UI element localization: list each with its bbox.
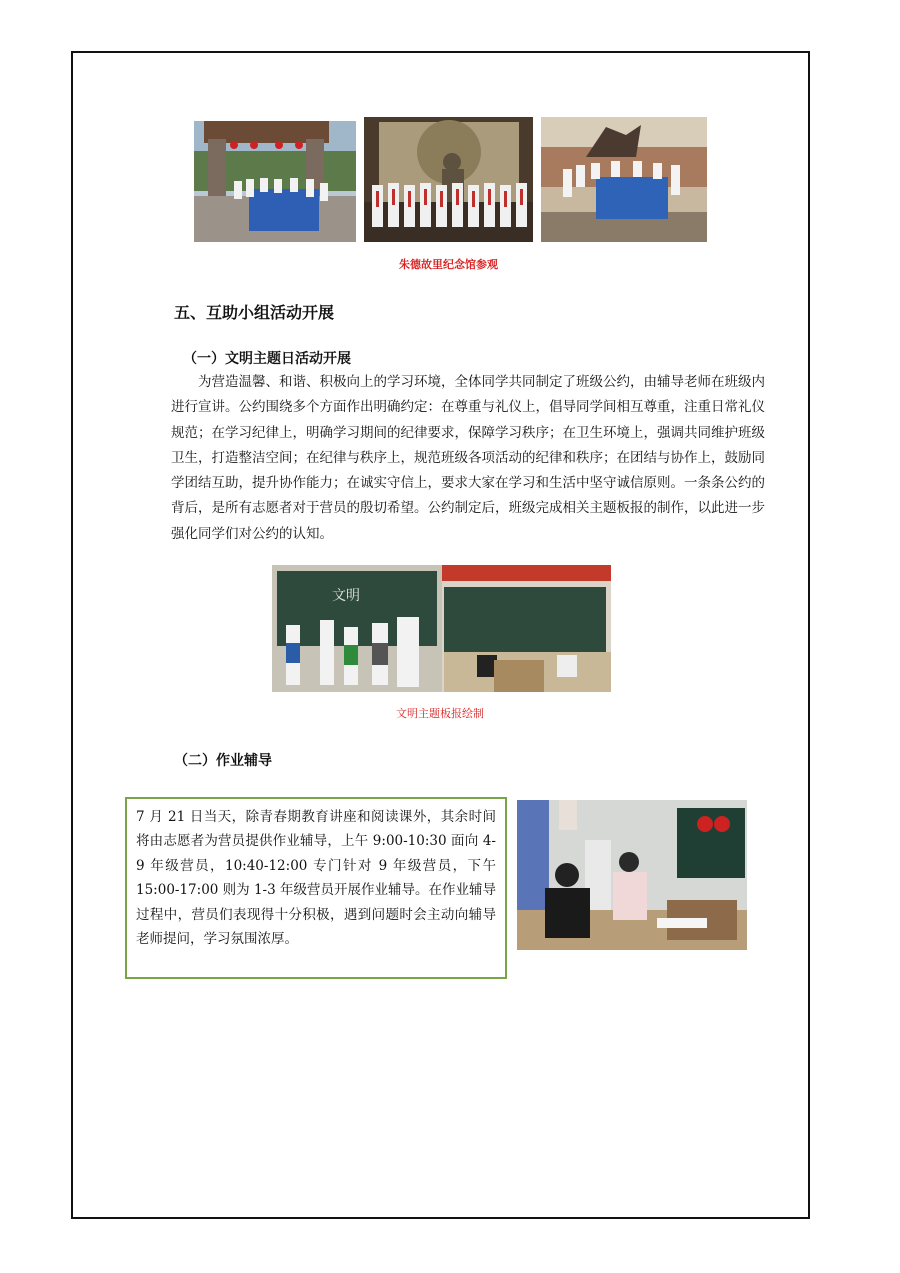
photo-horse-sculpture [541, 117, 707, 242]
svg-text:文明: 文明 [332, 588, 360, 604]
section-heading: 五、互助小组活动开展 [174, 303, 335, 322]
homework-text-box: 7 月 21 日当天，除青春期教育讲座和阅读课外，其余时间将由志愿者为营员提供作业辅导，上午 9:00-10:30 面向 4-9 年级营员，10:40-12:00 专门针对 9 年级营员，下午 15:00-17:00 则为 1-3 年级营员开展作业辅导。在作业辅导过程中，营员们表现得十分积极，遇到问题时会主动向辅导老师提问，学习氛围浓厚。 [125, 797, 507, 979]
photo-caption-blackboard: 文明主题板报绘制 [396, 707, 484, 720]
civility-paragraph: 为营造温馨、和谐、积极向上的学习环境，全体同学共同制定了班级公约，由辅导老师在班级内进行宣讲。公约围绕多个方面作出明确约定：在尊重与礼仪上，倡导同学间相互尊重，注重日常礼仪规范；在学习纪律上，明确学习期间的纪律要求，保障学习秩序；在卫生环境上，强调共同维护班级卫生，打造整洁空间；在纪律与秩序上，规范班级各项活动的纪律和秩序；在团结与协作上，鼓励同学团结互助，提升协作能力；在诚实守信上，要求大家在学习和生活中坚守诚信原则。一条条公约的背后，是所有志愿者对于营员的殷切希望。公约制定后，班级完成相关主题板报的制作，以此进一步强化同学们对公约的认知。 [171, 374, 765, 542]
photo-caption-memorial: 朱德故里纪念馆参观 [399, 258, 498, 271]
photo-homework-tutoring [517, 800, 747, 950]
photo-blackboard-drawing [272, 565, 611, 692]
photo-museum-statue [364, 117, 533, 242]
photo-memorial-gate [194, 121, 356, 242]
subsection-heading-civility: （一）文明主题日活动开展 [183, 351, 351, 367]
subsection-heading-homework: （二）作业辅导 [174, 753, 272, 769]
